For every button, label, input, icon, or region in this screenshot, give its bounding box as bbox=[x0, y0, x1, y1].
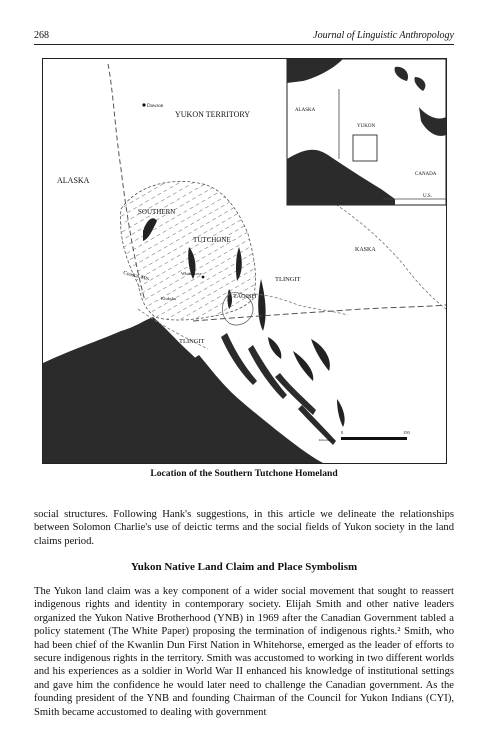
page-number: 268 bbox=[34, 30, 49, 41]
label-southern: SOUTHERN bbox=[138, 208, 176, 216]
lake bbox=[258, 279, 265, 331]
fjord bbox=[248, 345, 287, 399]
label-tutchone: TUTCHONE bbox=[193, 236, 231, 244]
inset-map bbox=[287, 59, 446, 205]
label-yukon-territory: YUKON TERRITORY bbox=[175, 110, 251, 119]
whitehorse-marker bbox=[202, 276, 205, 279]
scale-start: 0 bbox=[341, 430, 344, 435]
inset-label-us: U.S. bbox=[423, 194, 432, 199]
scale-end: 150 bbox=[403, 430, 410, 435]
label-whitehorse: Whitehorse bbox=[181, 271, 202, 276]
label-kaska: KASKA bbox=[355, 247, 376, 253]
section-heading: Yukon Native Land Claim and Place Symbolism bbox=[130, 561, 358, 573]
figure-caption: Location of the Southern Tutchone Homeland bbox=[150, 468, 338, 479]
lake bbox=[268, 337, 281, 359]
label-alaska: ALASKA bbox=[57, 176, 90, 185]
label-coastal-mts: Coastal Mts bbox=[122, 270, 150, 283]
dawson-marker bbox=[142, 103, 145, 106]
fjord bbox=[221, 333, 257, 385]
tutchone-tlingit-boundary bbox=[255, 294, 348, 315]
label-tagish: TAGISH bbox=[233, 293, 257, 300]
journal-title: Journal of Linguistic Anthropology bbox=[313, 30, 454, 41]
map-figure bbox=[42, 58, 447, 464]
scale-bar bbox=[319, 430, 411, 442]
label-dawson: Dawson bbox=[147, 104, 164, 109]
scale-unit: Kilometers bbox=[319, 438, 335, 442]
lake bbox=[311, 339, 330, 371]
label-tlingit-south: TLINGIT bbox=[179, 338, 205, 345]
label-klukshu: Klukshu bbox=[161, 296, 177, 301]
paragraph: social structures. Following Hank's suggestions, in this article we delineate the relationships between Solomon Charlie's use of deictic terms and the social fields of Yukon society in the land claims period. bbox=[34, 509, 454, 547]
inset-label-yukon: YUKON bbox=[357, 124, 376, 129]
inset-label-canada: CANADA bbox=[415, 172, 437, 177]
paragraph: The Yukon land claim was a key component of a wider social movement that sought to reassert indigenous rights and identity in contemporary society. Elijah Smith and other native leaders organized the Yukon Native Brotherhood (YNB) in 1969 after the Canadian Government tabled a policy statement (The White Paper) proposing the termination of indigenous rights.² Smith, who had been chief of the Kwanlin Dun First Nation in Whitehorse, emerged as the leader of efforts to secure indigenous rights in the territory. Smith was accustomed to working in two different worlds and his experiences as a soldier in World War II enhanced his knowledge of institutional settings and gave him the confidence he would later need to challenge the Canadian government. As the founding president of the YNB and founding Chairman of the Council for Yukon Indians (CYI), Smith became accustomed to dealing with government bbox=[34, 586, 454, 718]
label-tlingit-east: TLINGIT bbox=[275, 276, 301, 283]
running-header bbox=[34, 30, 454, 45]
lake bbox=[337, 399, 345, 427]
map-svg bbox=[43, 59, 446, 463]
lake bbox=[293, 351, 313, 381]
inset-label-alaska: ALASKA bbox=[295, 108, 316, 113]
